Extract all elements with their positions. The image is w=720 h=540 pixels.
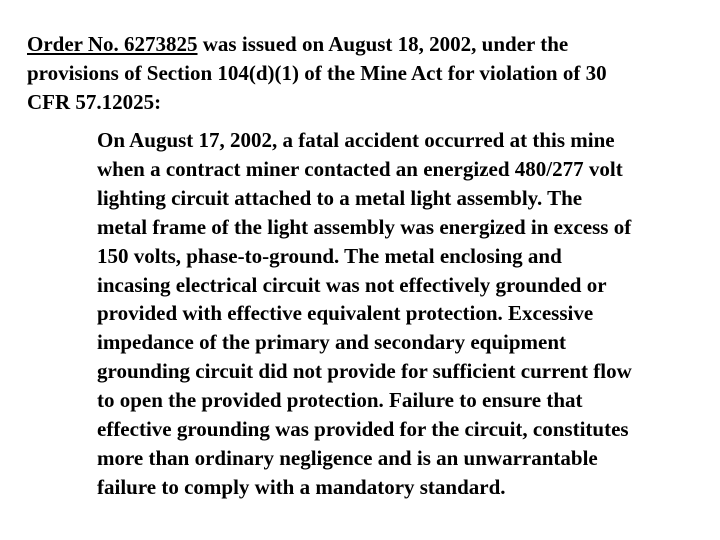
description-line: 150 volts, phase-to-ground. The metal enclosing and <box>97 243 562 268</box>
description-line: failure to comply with a mandatory standard. <box>97 474 506 499</box>
intro-line-2: provisions of Section 104(d)(1) of the Mine Act for violation of 30 <box>27 61 607 85</box>
order-intro-paragraph <box>27 30 667 117</box>
description-line: On August 17, 2002, a fatal accident occurred at this mine <box>97 128 615 152</box>
intro-line-1-rest: was issued on August 18, 2002, under the <box>197 32 569 56</box>
description-line: metal frame of the light assembly was energized in excess of <box>97 214 632 239</box>
intro-line-1 <box>27 30 667 59</box>
description-line: grounding circuit did not provide for sufficient current flow <box>97 359 632 384</box>
order-number-ref: Order No. 6273825 <box>27 32 198 56</box>
description-line: when a contract miner contacted an energized 480/277 volt <box>97 156 623 181</box>
description-line: incasing electrical circuit was not effectively grounded or <box>97 272 607 297</box>
description-line: impedance of the primary and secondary equipment <box>97 330 566 355</box>
description-line: to open the provided protection. Failure to ensure that <box>97 388 583 413</box>
description-line: lighting circuit attached to a metal light assembly. The <box>97 185 583 210</box>
description-line: more than ordinary negligence and is an unwarrantable <box>97 445 598 470</box>
description-line: effective grounding was provided for the circuit, constitutes <box>97 417 629 442</box>
violation-description-paragraph <box>97 126 715 502</box>
description-line: provided with effective equivalent protection. Excessive <box>97 301 594 326</box>
intro-line-3: CFR 57.12025: <box>27 90 162 114</box>
